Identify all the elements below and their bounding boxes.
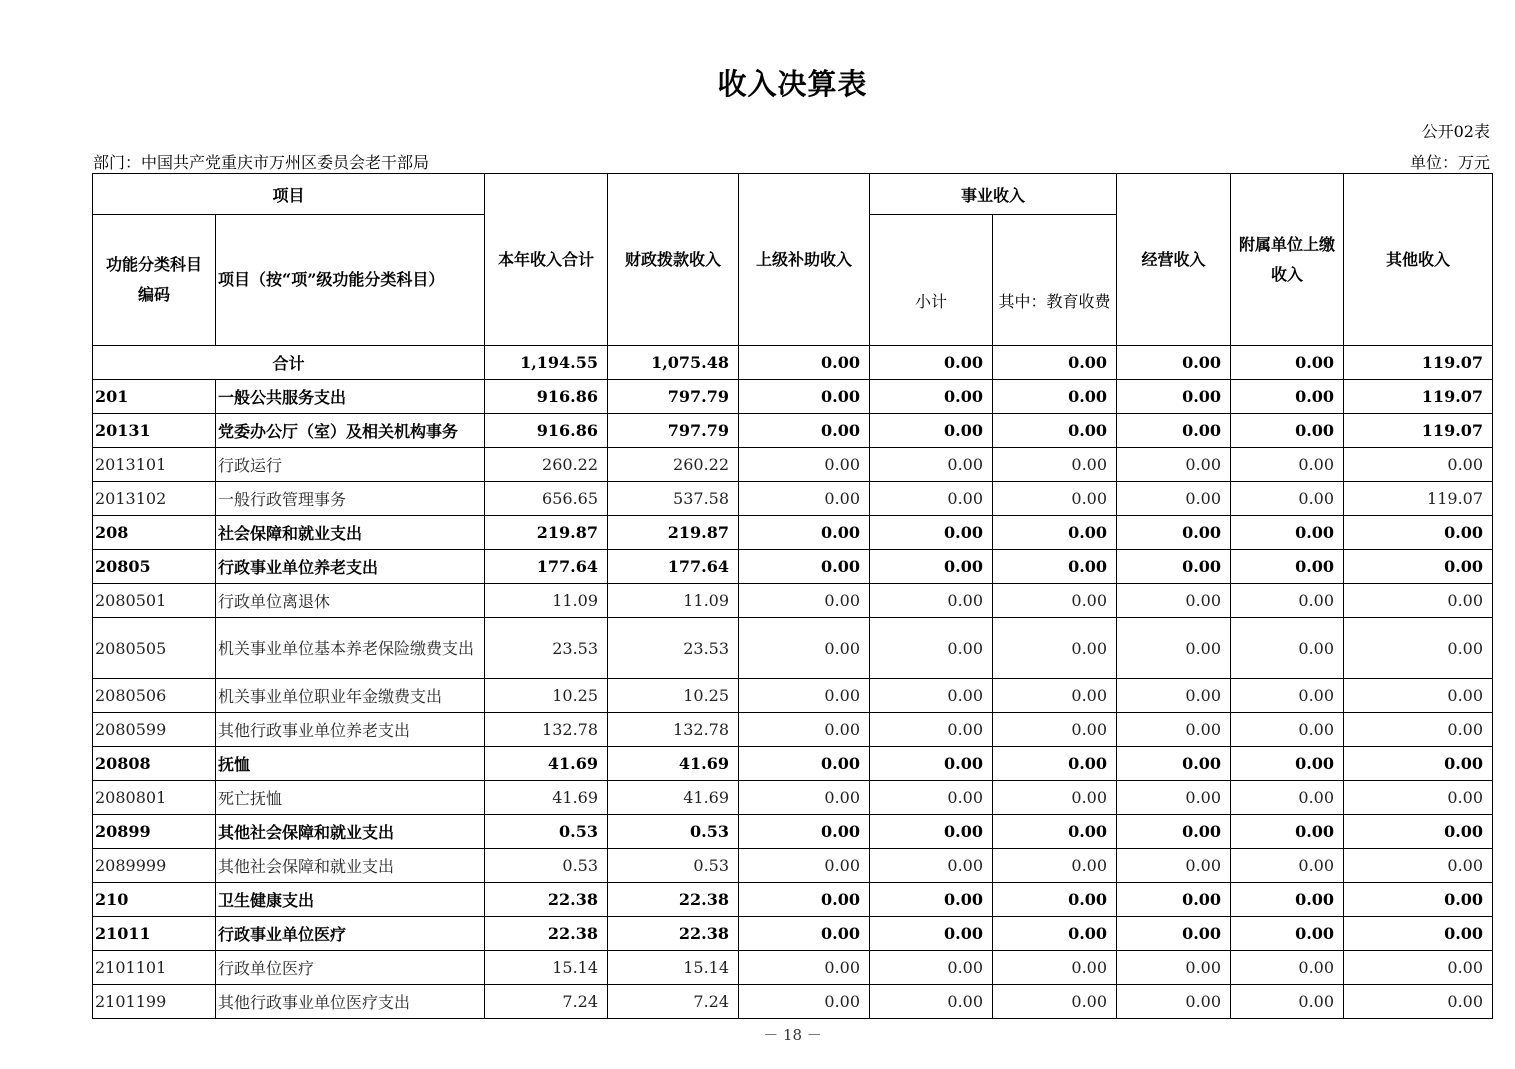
row-value: 537.58 [608, 482, 739, 516]
row-value: 219.87 [608, 516, 739, 550]
row-value: 260.22 [608, 448, 739, 482]
row-value: 0.00 [1231, 414, 1344, 448]
header-item-name: 项目（按“项”级功能分类科目） [216, 215, 485, 346]
row-value: 656.65 [485, 482, 608, 516]
row-value: 0.00 [1344, 747, 1493, 781]
total-cell: 0.00 [1117, 346, 1231, 380]
table-row [93, 550, 1493, 584]
row-code: 20805 [93, 550, 216, 584]
row-value: 0.00 [1117, 951, 1231, 985]
row-value: 0.00 [739, 618, 870, 679]
row-value: 0.00 [993, 815, 1117, 849]
row-code: 2080505 [93, 618, 216, 679]
table-row [93, 985, 1493, 1019]
row-value: 0.00 [1231, 584, 1344, 618]
row-name: 其他行政事业单位养老支出 [216, 713, 485, 747]
row-value: 0.00 [739, 713, 870, 747]
row-value: 0.00 [1117, 679, 1231, 713]
row-value: 0.00 [739, 516, 870, 550]
row-value: 0.00 [993, 380, 1117, 414]
row-value: 0.00 [739, 815, 870, 849]
row-value: 132.78 [485, 713, 608, 747]
row-code: 2080506 [93, 679, 216, 713]
income-final-accounts-table [92, 173, 1493, 1019]
row-value: 0.00 [739, 883, 870, 917]
row-code: 2089999 [93, 849, 216, 883]
row-value: 119.07 [1344, 380, 1493, 414]
row-value: 0.00 [993, 584, 1117, 618]
table-row [93, 951, 1493, 985]
table-row [93, 883, 1493, 917]
table-row [93, 815, 1493, 849]
row-value: 0.00 [993, 448, 1117, 482]
row-value: 0.00 [1231, 516, 1344, 550]
row-name: 机关事业单位基本养老保险缴费支出 [216, 618, 485, 679]
header-func-code: 功能分类科目编码 [93, 215, 216, 346]
row-name: 行政事业单位养老支出 [216, 550, 485, 584]
total-cell: 0.00 [1231, 346, 1344, 380]
row-value: 22.38 [608, 883, 739, 917]
row-value: 0.00 [1231, 883, 1344, 917]
row-code: 20808 [93, 747, 216, 781]
row-value: 797.79 [608, 380, 739, 414]
row-code: 201 [93, 380, 216, 414]
row-name: 社会保障和就业支出 [216, 516, 485, 550]
row-name: 卫生健康支出 [216, 883, 485, 917]
row-value: 0.00 [739, 679, 870, 713]
row-value: 22.38 [485, 917, 608, 951]
row-value: 0.00 [1117, 448, 1231, 482]
row-value: 41.69 [485, 747, 608, 781]
row-value: 0.00 [870, 747, 993, 781]
total-label: 合计 [93, 346, 485, 380]
total-cell: 1,194.55 [485, 346, 608, 380]
row-name: 行政事业单位医疗 [216, 917, 485, 951]
header-operating-income: 经营收入 [1117, 174, 1231, 346]
unit-label: 单位：万元 [1409, 153, 1490, 172]
row-value: 41.69 [608, 781, 739, 815]
total-cell: 0.00 [870, 346, 993, 380]
row-value: 23.53 [485, 618, 608, 679]
row-value: 219.87 [485, 516, 608, 550]
row-value: 0.00 [1117, 815, 1231, 849]
row-value: 0.00 [1117, 883, 1231, 917]
row-value: 0.00 [1231, 679, 1344, 713]
row-value: 41.69 [485, 781, 608, 815]
row-name: 党委办公厅（室）及相关机构事务 [216, 414, 485, 448]
row-value: 0.00 [993, 550, 1117, 584]
department-label: 部门：中国共产党重庆市万州区委员会老干部局 [93, 153, 430, 172]
row-value: 0.00 [1344, 679, 1493, 713]
table-row [93, 679, 1493, 713]
row-value: 0.00 [739, 414, 870, 448]
table-row [93, 584, 1493, 618]
row-value: 0.00 [1231, 849, 1344, 883]
row-value: 0.00 [1344, 618, 1493, 679]
row-value: 0.00 [1344, 917, 1493, 951]
row-value: 260.22 [485, 448, 608, 482]
row-value: 7.24 [485, 985, 608, 1019]
row-value: 0.00 [1231, 815, 1344, 849]
row-value: 0.00 [870, 618, 993, 679]
row-name: 其他社会保障和就业支出 [216, 849, 485, 883]
row-code: 2101199 [93, 985, 216, 1019]
row-value: 0.00 [1231, 550, 1344, 584]
row-value: 0.00 [739, 584, 870, 618]
row-value: 0.53 [485, 815, 608, 849]
row-name: 行政运行 [216, 448, 485, 482]
row-name: 其他社会保障和就业支出 [216, 815, 485, 849]
row-value: 0.00 [1344, 883, 1493, 917]
row-name: 行政单位医疗 [216, 951, 485, 985]
row-value: 0.53 [608, 849, 739, 883]
table-row [93, 618, 1493, 679]
row-value: 0.00 [739, 448, 870, 482]
row-code: 2013102 [93, 482, 216, 516]
row-value: 0.00 [1117, 917, 1231, 951]
row-value: 0.00 [993, 849, 1117, 883]
row-value: 0.00 [1117, 781, 1231, 815]
table-row [93, 448, 1493, 482]
header-edu-fee: 其中：教育收费 [993, 215, 1117, 346]
row-name: 机关事业单位职业年金缴费支出 [216, 679, 485, 713]
row-value: 0.00 [1117, 849, 1231, 883]
table-row [93, 917, 1493, 951]
row-value: 177.64 [485, 550, 608, 584]
row-value: 0.00 [993, 883, 1117, 917]
row-value: 0.00 [870, 951, 993, 985]
row-value: 177.64 [608, 550, 739, 584]
row-value: 0.00 [1231, 713, 1344, 747]
row-value: 22.38 [485, 883, 608, 917]
row-name: 其他行政事业单位医疗支出 [216, 985, 485, 1019]
header-project: 项目 [93, 174, 485, 215]
row-code: 210 [93, 883, 216, 917]
form-number: 公开02表 [1421, 122, 1490, 141]
row-code: 2013101 [93, 448, 216, 482]
table-row [93, 482, 1493, 516]
row-value: 0.00 [1117, 713, 1231, 747]
row-value: 0.00 [870, 414, 993, 448]
row-value: 22.38 [608, 917, 739, 951]
row-value: 0.00 [870, 815, 993, 849]
row-value: 11.09 [485, 584, 608, 618]
row-value: 119.07 [1344, 482, 1493, 516]
row-name: 抚恤 [216, 747, 485, 781]
row-code: 2080599 [93, 713, 216, 747]
row-value: 0.00 [1231, 951, 1344, 985]
row-code: 2101101 [93, 951, 216, 985]
row-code: 20899 [93, 815, 216, 849]
row-value: 0.00 [1117, 985, 1231, 1019]
row-value: 0.00 [993, 951, 1117, 985]
row-value: 0.53 [608, 815, 739, 849]
row-value: 0.00 [1344, 781, 1493, 815]
row-value: 0.00 [870, 550, 993, 584]
total-cell: 0.00 [739, 346, 870, 380]
header-fiscal-appropriation: 财政拨款收入 [608, 174, 739, 346]
table-row [93, 380, 1493, 414]
row-name: 死亡抚恤 [216, 781, 485, 815]
row-value: 0.00 [1344, 713, 1493, 747]
row-value: 0.00 [739, 951, 870, 985]
row-value: 0.00 [993, 713, 1117, 747]
row-value: 0.00 [1231, 747, 1344, 781]
header-subtotal: 小计 [870, 215, 993, 346]
row-value: 0.00 [739, 985, 870, 1019]
row-value: 0.00 [1231, 448, 1344, 482]
row-value: 0.00 [1344, 550, 1493, 584]
row-value: 0.00 [1117, 482, 1231, 516]
table-row [93, 747, 1493, 781]
row-value: 0.00 [870, 713, 993, 747]
row-value: 41.69 [608, 747, 739, 781]
row-value: 0.00 [993, 618, 1117, 679]
row-value: 0.00 [870, 849, 993, 883]
row-value: 0.00 [739, 781, 870, 815]
row-value: 23.53 [608, 618, 739, 679]
row-value: 0.00 [870, 679, 993, 713]
table-row [93, 849, 1493, 883]
row-value: 916.86 [485, 414, 608, 448]
row-value: 132.78 [608, 713, 739, 747]
row-value: 0.00 [739, 380, 870, 414]
row-value: 916.86 [485, 380, 608, 414]
total-cell: 0.00 [993, 346, 1117, 380]
header-superior-subsidy: 上级补助收入 [739, 174, 870, 346]
row-value: 0.00 [993, 516, 1117, 550]
row-value: 7.24 [608, 985, 739, 1019]
row-value: 0.00 [1117, 550, 1231, 584]
row-value: 0.00 [1344, 584, 1493, 618]
header-total-income: 本年收入合计 [485, 174, 608, 346]
row-value: 15.14 [608, 951, 739, 985]
header-business-income: 事业收入 [870, 174, 1117, 215]
row-value: 0.00 [1344, 516, 1493, 550]
row-value: 10.25 [485, 679, 608, 713]
table-row [93, 781, 1493, 815]
row-code: 21011 [93, 917, 216, 951]
header-affiliated-income: 附属单位上缴收入 [1231, 174, 1344, 346]
row-value: 0.00 [1344, 985, 1493, 1019]
row-value: 0.00 [1231, 781, 1344, 815]
row-value: 0.00 [993, 985, 1117, 1019]
row-value: 0.53 [485, 849, 608, 883]
row-code: 2080501 [93, 584, 216, 618]
row-value: 0.00 [1117, 584, 1231, 618]
row-value: 0.00 [1344, 815, 1493, 849]
row-value: 0.00 [870, 380, 993, 414]
row-value: 0.00 [993, 917, 1117, 951]
row-value: 0.00 [1231, 380, 1344, 414]
row-code: 2080801 [93, 781, 216, 815]
row-value: 0.00 [1117, 380, 1231, 414]
row-value: 0.00 [870, 781, 993, 815]
row-value: 0.00 [1231, 917, 1344, 951]
row-value: 119.07 [1344, 414, 1493, 448]
table-row [93, 414, 1493, 448]
row-value: 0.00 [1344, 849, 1493, 883]
table-row [93, 516, 1493, 550]
row-name: 一般行政管理事务 [216, 482, 485, 516]
row-value: 0.00 [1344, 951, 1493, 985]
row-value: 0.00 [870, 482, 993, 516]
row-name: 行政单位离退休 [216, 584, 485, 618]
table-row [93, 713, 1493, 747]
row-value: 0.00 [1117, 516, 1231, 550]
row-value: 0.00 [993, 414, 1117, 448]
row-code: 20131 [93, 414, 216, 448]
row-value: 0.00 [739, 917, 870, 951]
row-value: 0.00 [993, 781, 1117, 815]
total-cell: 1,075.48 [608, 346, 739, 380]
row-value: 0.00 [739, 849, 870, 883]
row-value: 0.00 [1231, 618, 1344, 679]
row-value: 0.00 [870, 516, 993, 550]
row-value: 11.09 [608, 584, 739, 618]
page-number: － 18 － [763, 1026, 822, 1044]
row-value: 10.25 [608, 679, 739, 713]
row-value: 0.00 [870, 985, 993, 1019]
row-value: 797.79 [608, 414, 739, 448]
row-value: 0.00 [1231, 985, 1344, 1019]
row-value: 0.00 [993, 482, 1117, 516]
row-name: 一般公共服务支出 [216, 380, 485, 414]
row-value: 0.00 [1117, 618, 1231, 679]
row-code: 208 [93, 516, 216, 550]
row-value: 0.00 [870, 584, 993, 618]
header-other-income: 其他收入 [1344, 174, 1493, 346]
row-value: 0.00 [739, 747, 870, 781]
row-value: 15.14 [485, 951, 608, 985]
row-value: 0.00 [1117, 747, 1231, 781]
page-title: 收入决算表 [717, 67, 868, 101]
row-value: 0.00 [993, 747, 1117, 781]
row-value: 0.00 [870, 448, 993, 482]
row-value: 0.00 [1117, 414, 1231, 448]
total-cell: 119.07 [1344, 346, 1493, 380]
row-value: 0.00 [870, 883, 993, 917]
total-row [93, 346, 1493, 380]
row-value: 0.00 [1344, 448, 1493, 482]
row-value: 0.00 [1231, 482, 1344, 516]
row-value: 0.00 [739, 482, 870, 516]
row-value: 0.00 [993, 679, 1117, 713]
row-value: 0.00 [870, 917, 993, 951]
row-value: 0.00 [739, 550, 870, 584]
